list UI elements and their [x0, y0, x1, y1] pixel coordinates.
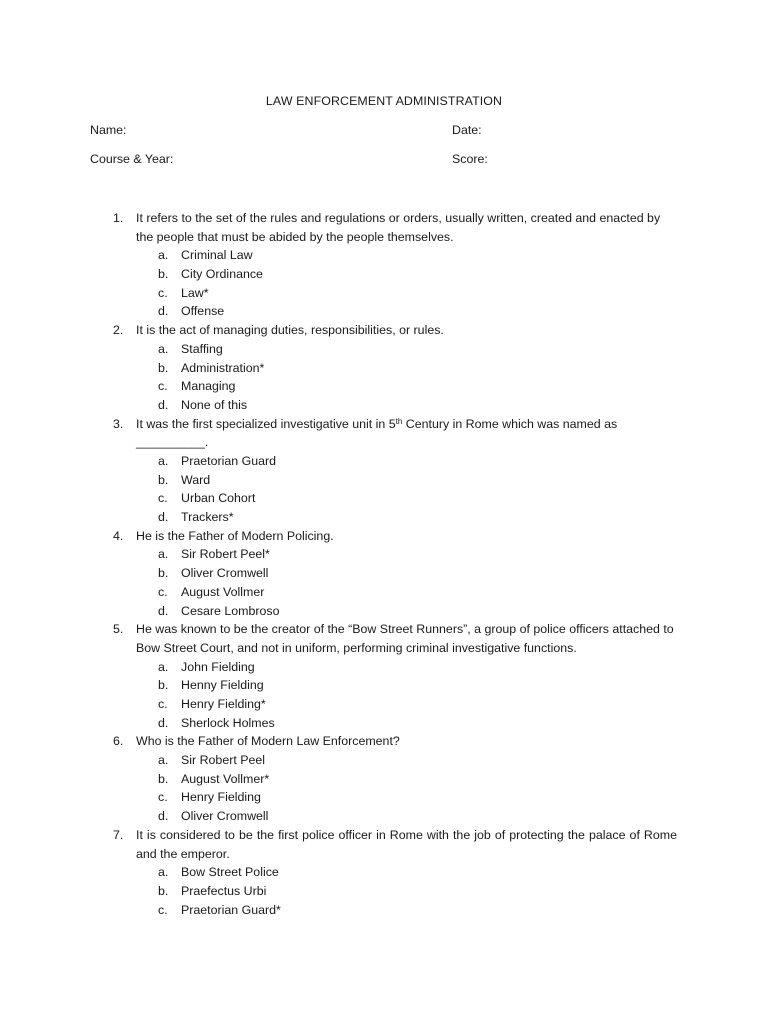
- question-text: Who is the Father of Modern Law Enforcement?: [136, 734, 400, 749]
- option-text: Praetorian Guard*: [181, 902, 281, 917]
- option-text: Bow Street Police: [181, 865, 279, 880]
- option-letter: b.: [158, 267, 169, 282]
- question-text: It refers to the set of the rules and regulations or orders, usually written, created and enacted by the people that must be abided by the people themselves.: [136, 211, 661, 244]
- option-text: Sir Robert Peel: [181, 753, 266, 768]
- option-item: [0, 471, 768, 490]
- option-letter: c.: [158, 285, 168, 300]
- option-item: [0, 359, 768, 378]
- option-text: Criminal Law: [181, 248, 253, 263]
- option-item: [0, 788, 768, 807]
- question-text: [136, 415, 677, 452]
- option-item: [0, 246, 768, 265]
- option-item: [0, 676, 768, 695]
- question-text: It is the act of managing duties, responsibilities, or rules.: [136, 323, 444, 338]
- option-item: [0, 658, 768, 677]
- option-text: Urban Cohort: [181, 491, 256, 506]
- option-letter: b.: [158, 566, 169, 581]
- option-text: Cesare Lombroso: [181, 603, 280, 618]
- question-text: He was known to be the creator of the “Bow Street Runners”, a group of police officers attached to Bow Street Court, and not in uniform, performing criminal investigative functions.: [136, 622, 674, 655]
- option-item: [0, 545, 768, 564]
- option-letter: d.: [158, 397, 169, 412]
- question-7: [0, 826, 768, 919]
- option-item: [0, 302, 768, 321]
- option-text: Sherlock Holmes: [181, 715, 275, 730]
- option-list: [0, 545, 768, 620]
- option-letter: d.: [158, 603, 169, 618]
- option-text: Henny Fielding: [181, 678, 264, 693]
- option-item: [0, 751, 768, 770]
- question-2: [0, 321, 768, 414]
- option-item: [0, 265, 768, 284]
- option-letter: c.: [158, 491, 168, 506]
- option-item: [0, 770, 768, 789]
- option-letter: a.: [158, 865, 169, 880]
- question-4: [0, 527, 768, 620]
- question-number: 5.: [113, 622, 124, 637]
- option-text: Praetorian Guard: [181, 454, 277, 469]
- option-letter: d.: [158, 809, 169, 824]
- option-text: Staffing: [181, 341, 223, 356]
- option-list: [0, 452, 768, 527]
- option-letter: b.: [158, 360, 169, 375]
- option-letter: c.: [158, 697, 168, 711]
- option-list: [0, 863, 768, 919]
- option-list: [0, 751, 768, 826]
- option-item: [0, 714, 768, 733]
- question-text: He is the Father of Modern Policing.: [136, 528, 334, 543]
- option-letter: a.: [158, 659, 169, 674]
- option-item: [0, 901, 768, 920]
- option-item: [0, 508, 768, 527]
- ordinal-suffix: th: [395, 416, 403, 426]
- question-number: 1.: [113, 211, 124, 225]
- question-list: [0, 209, 768, 919]
- date-label: Date:: [452, 123, 482, 137]
- question-number: 6.: [113, 734, 124, 749]
- option-text: Henry Fielding*: [181, 697, 266, 711]
- option-text: Sir Robert Peel*: [181, 547, 270, 562]
- option-letter: b.: [158, 472, 169, 487]
- question-text-part: It was the first specialized investigative unit in 5: [136, 416, 396, 431]
- option-text: Managing: [181, 379, 236, 394]
- option-item: [0, 564, 768, 583]
- option-text: Oliver Cromwell: [181, 566, 269, 581]
- option-text: City Ordinance: [181, 267, 263, 282]
- option-item: [0, 284, 768, 303]
- option-text: Offense: [181, 304, 225, 319]
- option-letter: d.: [158, 304, 169, 319]
- option-letter: a.: [158, 753, 169, 768]
- question-1: [0, 209, 768, 321]
- option-letter: b.: [158, 883, 169, 898]
- question-number: 3.: [113, 416, 124, 431]
- option-letter: c.: [158, 902, 168, 917]
- option-letter: a.: [158, 547, 169, 562]
- option-text: Praefectus Urbi: [181, 883, 267, 898]
- option-text: Administration*: [181, 360, 265, 375]
- answer-blank: __________.: [136, 435, 209, 450]
- option-item: [0, 583, 768, 602]
- option-text: Trackers*: [181, 510, 234, 525]
- option-letter: d.: [158, 510, 169, 525]
- option-text: Henry Fielding: [181, 790, 261, 805]
- option-text: August Vollmer*: [181, 771, 270, 786]
- option-text: Oliver Cromwell: [181, 809, 269, 824]
- option-text: John Fielding: [181, 659, 255, 674]
- question-text-part: Century in Rome which was named as: [402, 416, 618, 431]
- option-text: None of this: [181, 397, 248, 412]
- option-list: [0, 246, 768, 321]
- option-item: [0, 452, 768, 471]
- option-letter: c.: [158, 584, 168, 599]
- question-5: [0, 620, 768, 732]
- option-text: Ward: [181, 472, 211, 487]
- option-item: [0, 807, 768, 826]
- course-year-label: Course & Year:: [90, 152, 174, 166]
- option-item: [0, 863, 768, 882]
- question-number: 4.: [113, 528, 124, 543]
- score-label: Score:: [452, 152, 488, 166]
- document-title: LAW ENFORCEMENT ADMINISTRATION: [265, 94, 503, 108]
- option-item: [0, 396, 768, 415]
- question-number: 7.: [113, 827, 124, 842]
- option-letter: a.: [158, 454, 169, 469]
- option-item: [0, 489, 768, 508]
- option-letter: b.: [158, 678, 169, 693]
- option-text: Law*: [181, 285, 209, 300]
- question-number: 2.: [113, 323, 124, 338]
- question-3: [0, 415, 768, 527]
- option-list: [0, 658, 768, 733]
- name-label: Name:: [90, 123, 127, 137]
- option-letter: c.: [158, 790, 168, 805]
- option-item: [0, 882, 768, 901]
- question-text: It is considered to be the first police officer in Rome with the job of protecting the palace of Rome and the emperor.: [136, 827, 677, 861]
- option-item: [0, 602, 768, 621]
- option-letter: b.: [158, 771, 169, 786]
- option-list: [0, 340, 768, 415]
- option-letter: c.: [158, 379, 168, 394]
- option-letter: a.: [158, 248, 169, 263]
- option-letter: a.: [158, 341, 169, 356]
- option-item: [0, 695, 768, 714]
- option-item: [0, 340, 768, 359]
- option-text: August Vollmer: [181, 584, 265, 599]
- question-6: [0, 732, 768, 825]
- option-item: [0, 377, 768, 396]
- option-letter: d.: [158, 715, 169, 730]
